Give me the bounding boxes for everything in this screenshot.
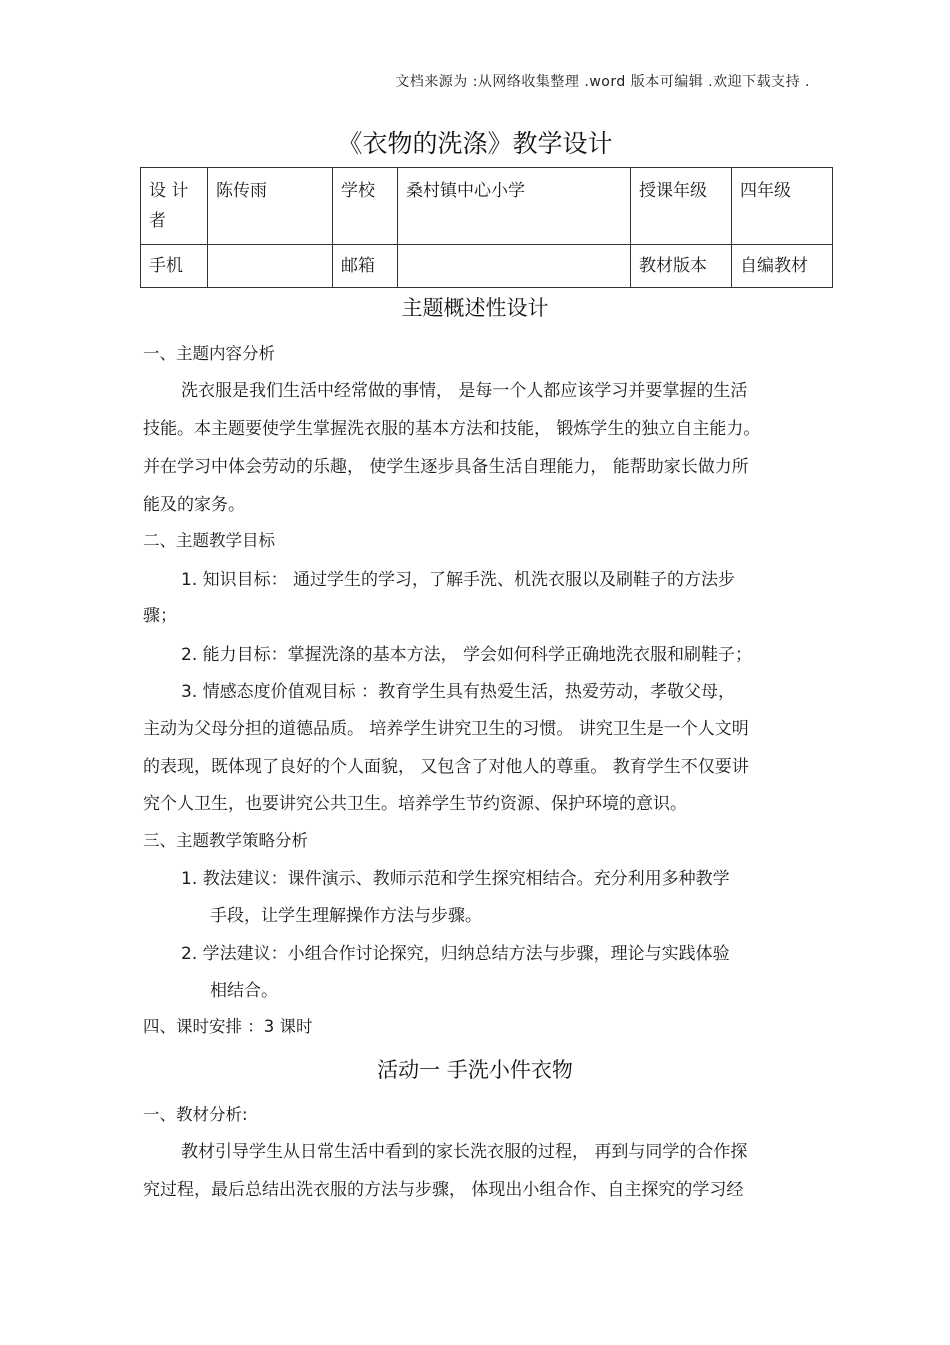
paragraph-line: 手段，让学生理解操作方法与步骤。	[210, 906, 482, 926]
table-cell: 陈传雨	[208, 168, 333, 245]
section-heading: 四、课时安排 ：3 课时	[143, 1017, 313, 1036]
table-cell: 手机	[141, 245, 208, 288]
info-table	[140, 167, 833, 288]
paragraph-line: 究个人卫生，也要讲究公共卫生。培养学生节约资源、保护环境的意识。	[143, 794, 687, 814]
table-cell: 教材版本	[631, 245, 732, 288]
activity-title: 活动一 手洗小件衣物	[377, 1058, 573, 1082]
table-cell	[398, 245, 631, 288]
overview-title: 主题概述性设计	[401, 296, 549, 320]
table-cell: 自编教材	[732, 245, 833, 288]
paragraph-line: 能及的家务。	[143, 495, 245, 515]
list-item: 1. 教法建议：课件演示、教师示范和学生探究相结合。充分利用多种教学	[181, 869, 730, 889]
table-cell: 桑村镇中心小学	[398, 168, 631, 245]
table-cell	[208, 245, 333, 288]
list-item: 2. 学法建议：小组合作讨论探究，归纳总结方法与步骤，理论与实践体验	[181, 944, 730, 964]
paragraph-line: 并在学习中体会劳动的乐趣， 使学生逐步具备生活自理能力， 能帮助家长做力所	[143, 457, 749, 477]
list-item: 3. 情感态度价值观目标 ：教育学生具有热爱生活，热爱劳动，孝敬父母，	[181, 682, 736, 702]
paragraph-line: 技能。本主题要使学生掌握洗衣服的基本方法和技能， 锻炼学生的独立自主能力。	[143, 419, 761, 439]
section-heading: 一、教材分析:	[143, 1105, 248, 1124]
table-cell: 四年级	[732, 168, 833, 245]
table-cell: 设 计 者	[141, 168, 208, 245]
section-heading: 三、主题教学策略分析	[143, 831, 308, 850]
paragraph-line: 的表现，既体现了良好的个人面貌， 又包含了对他人的尊重。 教育学生不仅要讲	[143, 757, 749, 777]
table-row	[141, 168, 833, 245]
paragraph-line: 主动为父母分担的道德品质。 培养学生讲究卫生的习惯。 讲究卫生是一个人文明	[143, 719, 749, 739]
paragraph-line: 教材引导学生从日常生活中看到的家长洗衣服的过程， 再到与同学的合作探	[181, 1142, 748, 1162]
paragraph-line: 骤；	[143, 606, 177, 626]
paragraph-line: 相结合。	[210, 981, 278, 1001]
paragraph-line: 究过程，最后总结出洗衣服的方法与步骤， 体现出小组合作、自主探究的学习经	[143, 1180, 744, 1200]
document-title: 《衣物的洗涤》教学设计	[337, 129, 613, 158]
table-cell: 学校	[333, 168, 398, 245]
section-heading: 二、主题教学目标	[143, 531, 275, 550]
section-heading: 一、主题内容分析	[143, 344, 275, 363]
list-item: 1. 知识目标： 通过学生的学习，了解手洗、机洗衣服以及刷鞋子的方法步	[181, 570, 736, 590]
source-note: 文档来源为 :从网络收集整理 .word 版本可编辑 .欢迎下载支持 .	[395, 74, 810, 90]
table-cell: 授课年级	[631, 168, 732, 245]
paragraph-line: 洗衣服是我们生活中经常做的事情， 是每一个人都应该学习并要掌握的生活	[181, 381, 748, 401]
list-item: 2. 能力目标：掌握洗涤的基本方法， 学会如何科学正确地洗衣服和刷鞋子；	[181, 645, 753, 665]
table-cell: 邮箱	[333, 245, 398, 288]
table-row	[141, 245, 833, 288]
